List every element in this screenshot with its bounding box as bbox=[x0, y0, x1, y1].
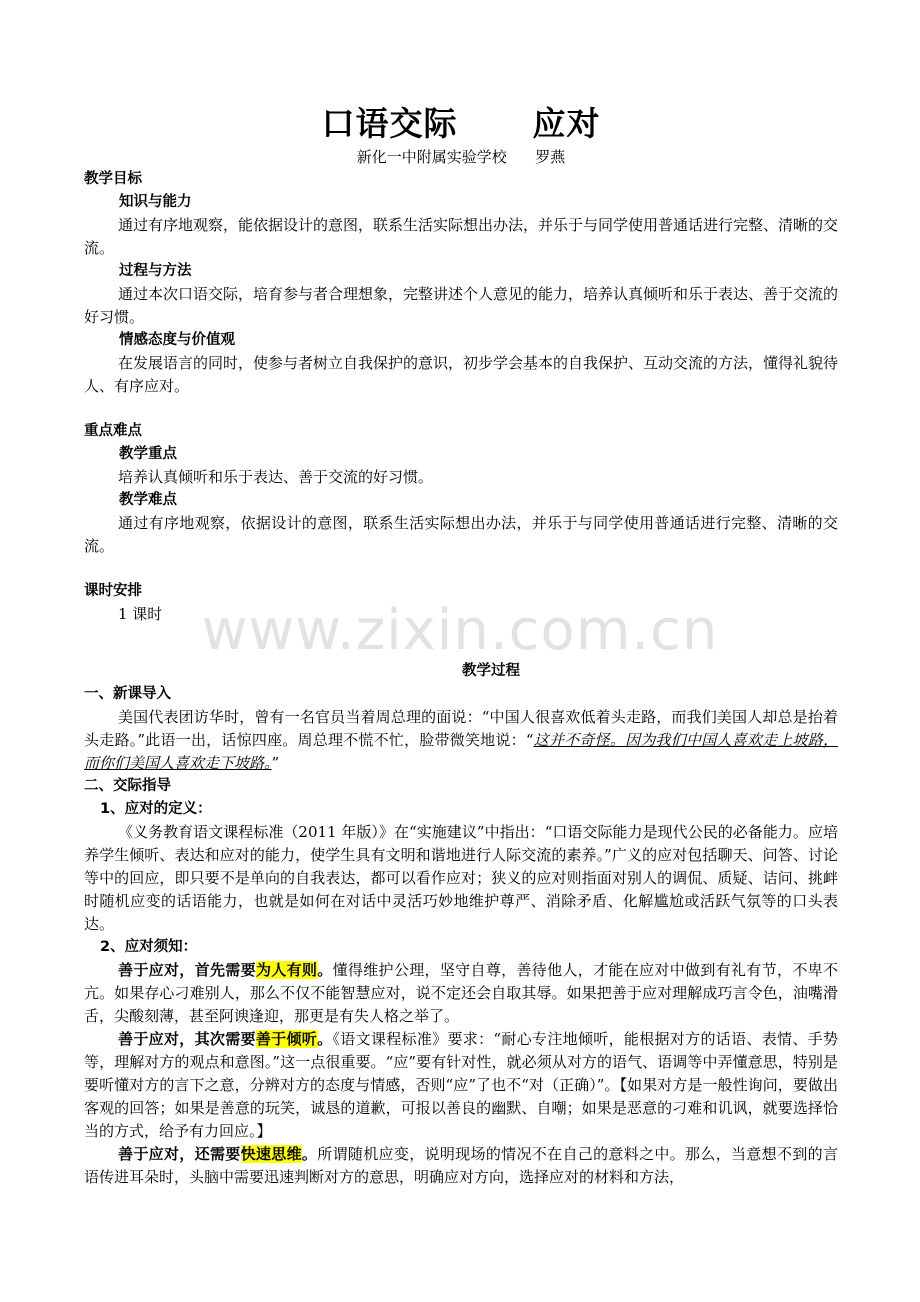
note-paragraph-1 bbox=[84, 959, 838, 1028]
knowledge-text: 通过有序地观察，能依据设计的意图，联系生活实际想出办法，并乐于与同学使用普通话进行完整、清晰的交流。 bbox=[84, 216, 839, 257]
spacer bbox=[84, 648, 838, 660]
note-paragraph-3 bbox=[84, 1143, 838, 1189]
goals-heading: 教学目标 bbox=[84, 171, 142, 187]
schedule-text: 1 课时 bbox=[118, 605, 163, 623]
note3-lead-end: 。 bbox=[301, 1145, 318, 1163]
watermark: www.zixin.com.cn bbox=[201, 598, 719, 663]
schedule-heading: 课时安排 bbox=[84, 583, 142, 599]
focus-text: 培养认真倾听和乐于表达、善于交流的好习惯。 bbox=[118, 468, 434, 486]
section1-body: 美国代表团访华时，曾有一名官员当着周总理的面说：“中国人很喜欢低着头走路，而我们美国人却总是抬着头走路。”此语一出，话惊四座。周总理不慌不忙，脸带微笑地说：“ bbox=[84, 708, 838, 749]
note1-highlight: 为人有则 bbox=[255, 961, 318, 979]
focus-heading: 教学重点 bbox=[119, 446, 177, 462]
note2-lead: 善于应对，其次需要 bbox=[118, 1030, 256, 1048]
document-body bbox=[84, 168, 838, 1189]
note2-highlight: 善于倾听 bbox=[255, 1030, 318, 1048]
note2-text: 《语文课程标准》要求：“耐心专注地倾听，能根据对方的话语、表情、手势等，理解对方的观点和意图。”这一点很重要。“应”要有针对性，就必须从对方的语气、语调等中弄懂意思，特别是要听懂对方的言下之意，分辨对方的态度与情感，否则“应”了也不“对（正确）”。【如果对方是一般性询问，要做出客观的回答；如果是善意的玩笑，诚恳的道歉，可报以善良的幽默、自嘲；如果是恶意的刁难和讥讽，就要选择恰当的方式，给予有力回应。】 bbox=[84, 1030, 838, 1140]
note1-lead: 善于应对，首先需要 bbox=[118, 961, 256, 979]
process-method-text: 通过本次口语交际，培育参与者合理想象，完整讲述个人意见的能力，培养认真倾听和乐于表达、善于交流的好习惯。 bbox=[84, 285, 839, 326]
definition-text: 《义务教育语文课程标准（2011 年版）》在“实施建议”中指出：“口语交际能力是现代公民的必备能力。应培养学生倾听、表达和应对的能力，使学生具有文明和谐地进行人际交流的素养。”广义的应对包括聊天、问答、讨论等中的回应，即只要不是单向的自我表达，都可以看作应对；狭义的应对则指面对别人的调侃、质疑、诘问、挑衅时随机应变的话语能力，也就是如何在对话中灵活巧妙地维护尊严、消除矛盾、化解尴尬或活跃气氛等的口头表达。 bbox=[84, 823, 838, 933]
notes-heading: 2、应对须知： bbox=[100, 939, 198, 955]
emotion-text: 在发展语言的同时，使参与者树立自我保护的意识，初步学会基本的自我保护、互动交流的方法，懂得礼貌待人、有序应对。 bbox=[84, 354, 839, 395]
difficulty-heading: 教学难点 bbox=[119, 492, 177, 508]
emotion-heading: 情感态度与价值观 bbox=[119, 332, 235, 348]
note-paragraph-2 bbox=[84, 1028, 838, 1143]
section1-end: ” bbox=[271, 754, 280, 772]
process-method-heading: 过程与方法 bbox=[119, 263, 192, 279]
note3-lead: 善于应对，还需要 bbox=[118, 1145, 241, 1163]
spacer bbox=[84, 558, 838, 580]
note3-text: 所谓随机应变，说明现场的情况不在自己的意料之中。那么，当意想不到的言语传进耳朵时，头脑中需要迅速判断对方的意思，明确应对方向，选择应对的材料和方法， bbox=[84, 1145, 838, 1186]
definition-heading: 1、应对的定义： bbox=[100, 801, 212, 817]
note2-lead-end: 。 bbox=[317, 1030, 333, 1048]
section2-heading: 二、交际指导 bbox=[84, 778, 171, 794]
author-line: 新化一中附属实验学校 罗燕 bbox=[356, 148, 566, 166]
note1-text: 懂得维护公理，坚守自尊，善待他人，才能在应对中做到有礼有节，不卑不亢。如果存心刁难别人，那么不仅不能智慧应对，说不定还会自取其辱。如果把善于应对理解成巧言令色，油嘴滑舌，尖酸刻薄，甚至阿谀逢迎，那更是有失人格之举了。 bbox=[84, 961, 838, 1025]
premier-quote: 这并不奇怪。因为我们中国人喜欢走上坡路，而你们美国人喜欢走下坡路。 bbox=[84, 731, 838, 772]
difficulty-text: 通过有序地观察，依据设计的意图，联系生活实际想出办法，并乐于与同学使用普通话进行完整、清晰的交流。 bbox=[84, 514, 838, 555]
section1-heading: 一、新课导入 bbox=[84, 686, 171, 702]
key-points-heading: 重点难点 bbox=[84, 423, 142, 439]
note1-lead-end: 。 bbox=[317, 961, 333, 979]
process-heading: 教学过程 bbox=[462, 663, 520, 679]
section1-text bbox=[84, 706, 838, 775]
spacer bbox=[84, 398, 838, 420]
knowledge-heading: 知识与能力 bbox=[119, 194, 192, 210]
note3-highlight: 快速思维 bbox=[240, 1145, 302, 1163]
spacer bbox=[84, 626, 838, 648]
page-title: 口语交际 应对 bbox=[321, 104, 601, 143]
